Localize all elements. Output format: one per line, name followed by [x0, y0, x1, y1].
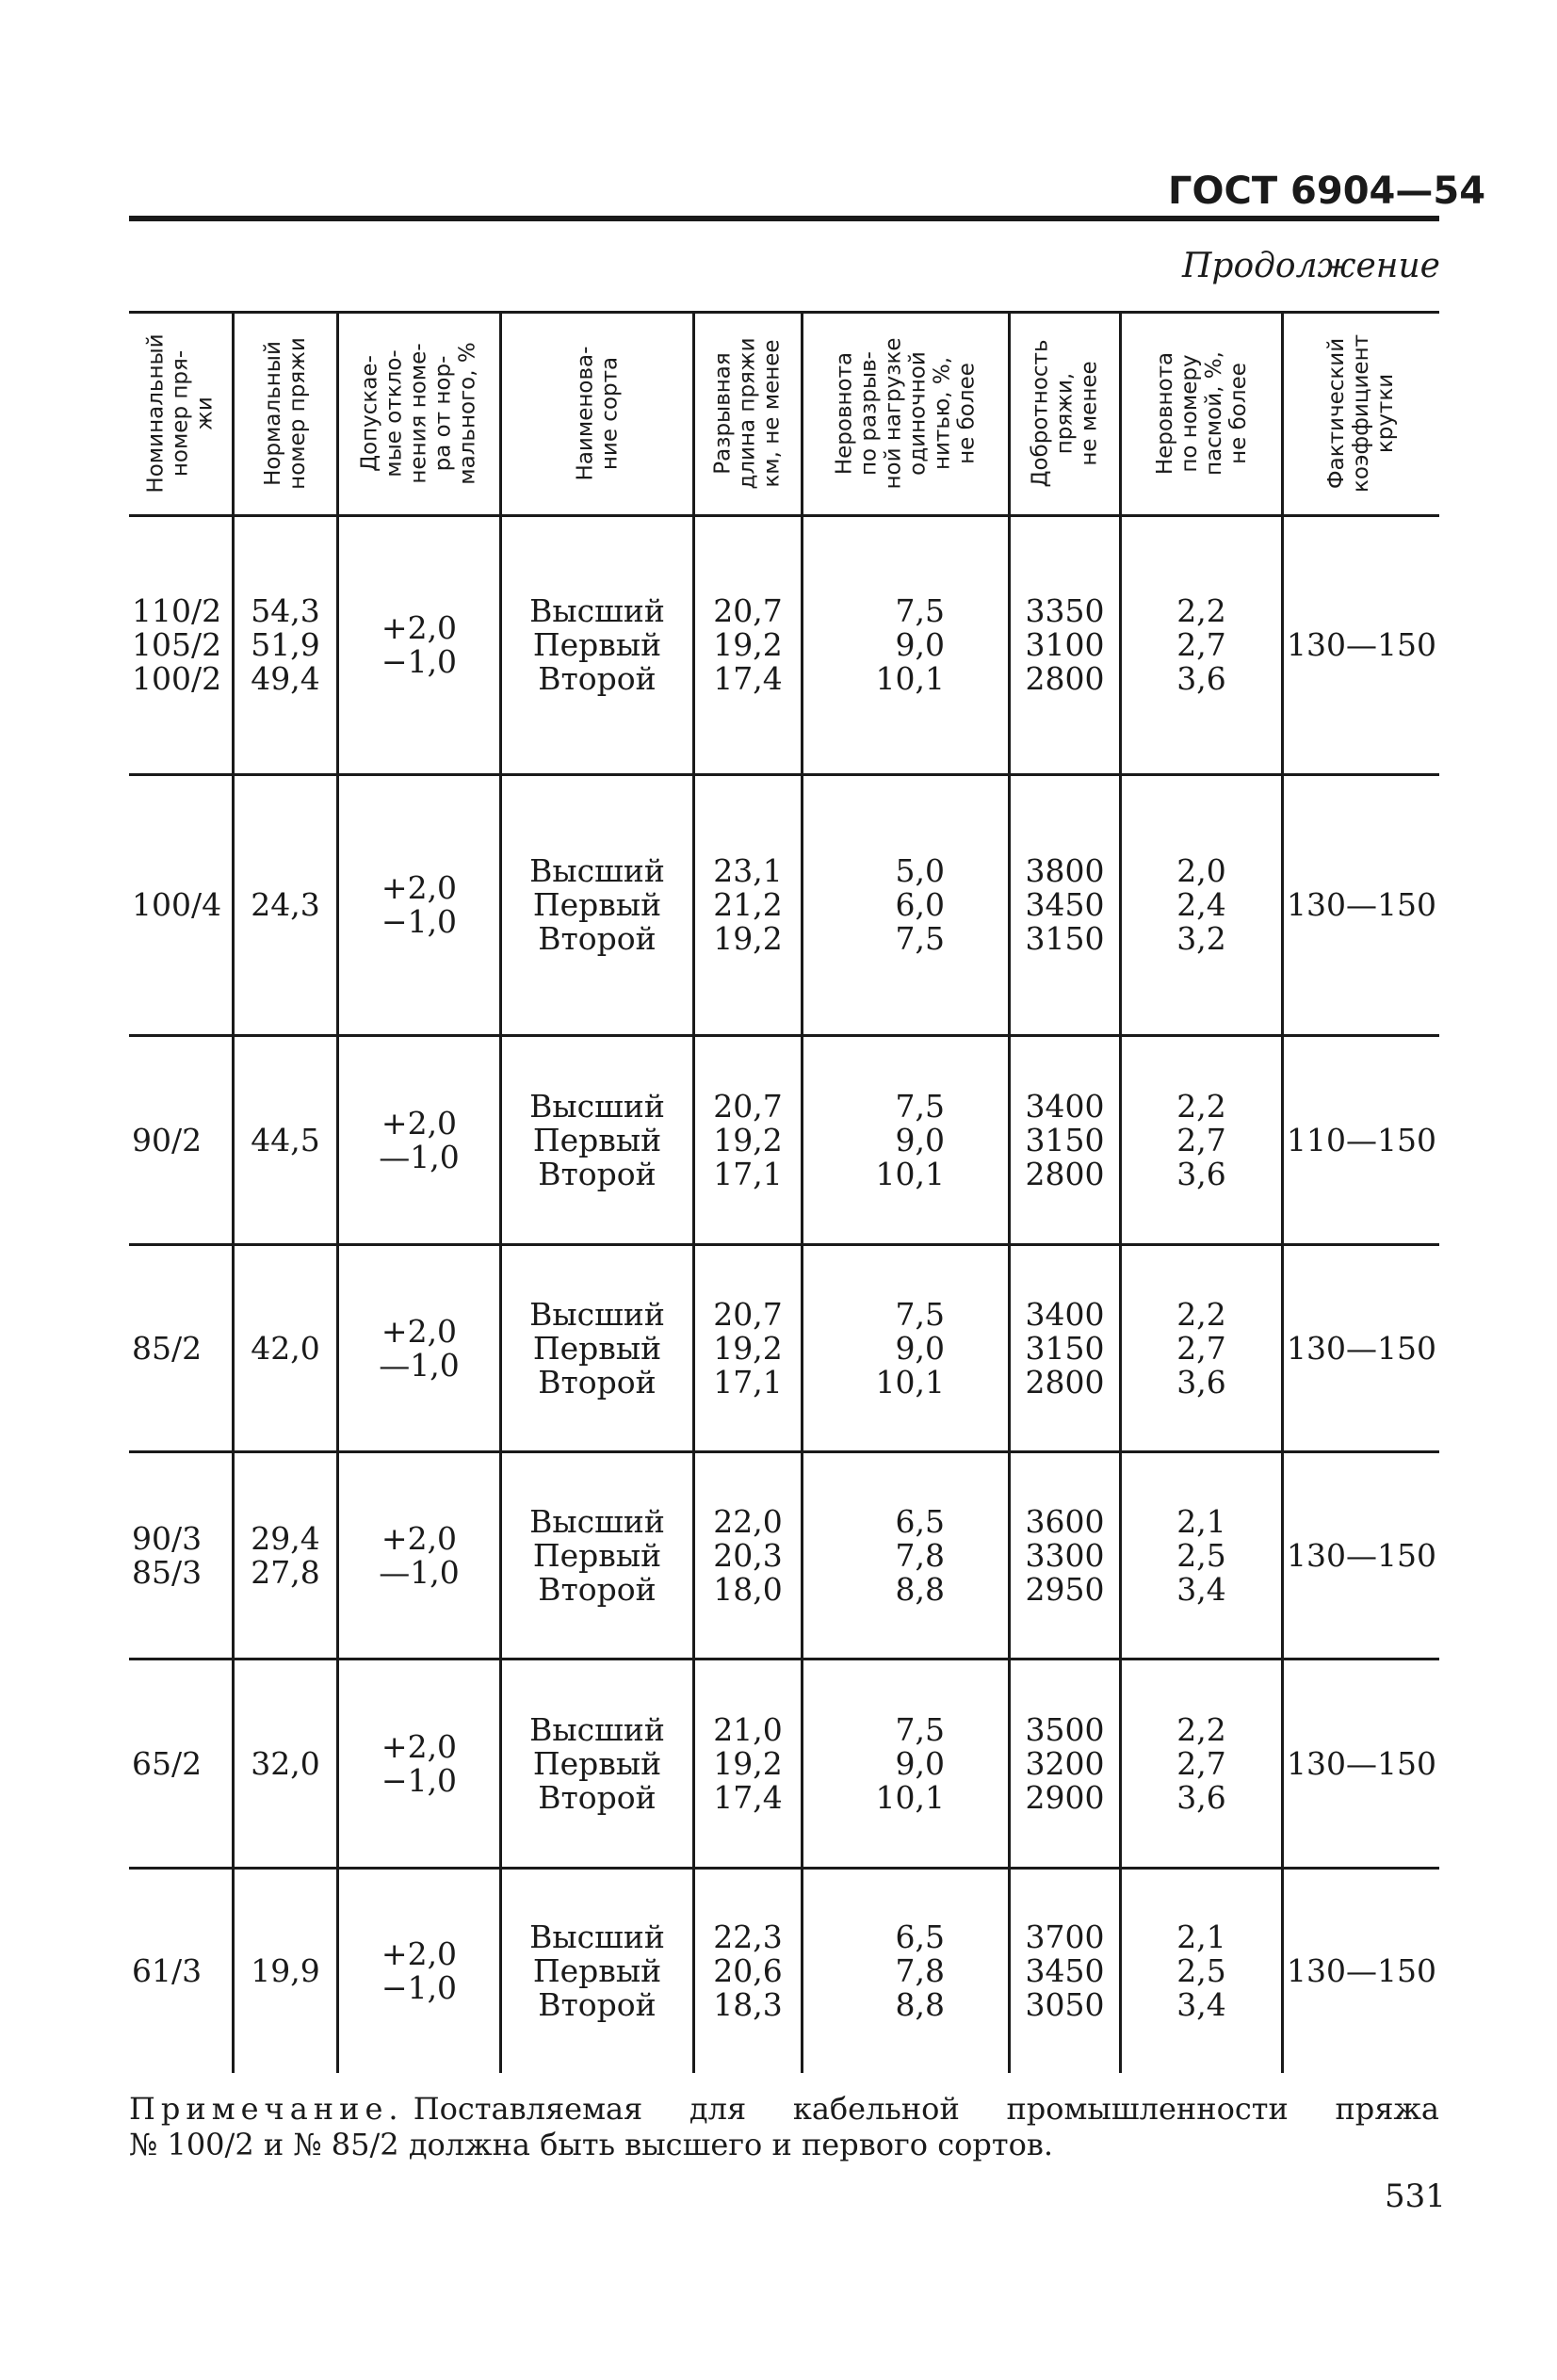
unevenness-load-cell: 7,5 9,0 10,1 [875, 1295, 945, 1400]
tolerance-cell: +2,0 −1,0 [381, 1935, 458, 2006]
twist-coefficient-cell: 130—150 [1287, 626, 1436, 663]
nominal-number-cell: 90/2 [132, 1121, 203, 1158]
normal-number-cell: 44,5 [251, 1121, 320, 1158]
twist-coefficient-cell: 130—150 [1287, 1329, 1436, 1367]
quality-cell: 3600 3300 2950 [1025, 1502, 1105, 1608]
nominal-number-cell: 65/2 [132, 1744, 203, 1782]
column-header-unevenness-load: Неровнота по разрыв- ной нагрузке одиночной нитью, %, не более [832, 337, 980, 490]
unevenness-number-cell: 2,2 2,7 3,6 [1176, 1295, 1226, 1400]
twist-coefficient-cell: 130—150 [1287, 1952, 1436, 1989]
nominal-number-cell: 61/3 [132, 1952, 203, 1989]
column-header-unevenness-number: Неровнота по номеру пасмой, %, не более [1152, 351, 1251, 476]
column-header-normal: Нормальный номер пряжи [261, 337, 311, 490]
unevenness-number-cell: 2,1 2,5 3,4 [1176, 1502, 1226, 1608]
breaking-length-cell: 20,7 19,2 17,4 [713, 592, 783, 697]
unevenness-load-cell: 6,5 7,8 8,8 [895, 1919, 945, 2023]
page-number: 531 [1385, 2178, 1446, 2215]
grade-cell: Высший Первый Второй [529, 1710, 665, 1816]
unevenness-number-cell: 2,2 2,7 3,6 [1176, 1087, 1226, 1192]
unevenness-load-cell: 7,5 9,0 10,1 [875, 1710, 945, 1816]
table-note [129, 2091, 1439, 2162]
normal-number-cell: 24,3 [251, 886, 320, 923]
grade-cell: Высший Первый Второй [529, 1919, 665, 2023]
column-header-nominal: Номинальный номер пря- жи [143, 333, 218, 494]
note-word: Поставляемая [413, 2091, 643, 2127]
note-word: кабельной [792, 2091, 960, 2127]
table-top-rule [129, 311, 1439, 314]
quality-cell: 3350 3100 2800 [1025, 592, 1105, 697]
grade-cell: Высший Первый Второй [529, 1087, 665, 1192]
grade-cell: Высший Первый Второй [529, 592, 665, 697]
nominal-number-cell: 110/2 105/2 100/2 [132, 592, 222, 697]
twist-coefficient-cell: 110—150 [1287, 1121, 1436, 1158]
normal-number-cell: 54,3 51,9 49,4 [251, 592, 320, 697]
tolerance-cell: +2,0 −1,0 [381, 869, 458, 940]
normal-number-cell: 19,9 [251, 1952, 320, 1989]
tolerance-cell: +2,0 —1,0 [379, 1312, 460, 1384]
unevenness-load-cell: 7,5 9,0 10,1 [875, 592, 945, 697]
unevenness-number-cell: 2,1 2,5 3,4 [1176, 1919, 1226, 2023]
quality-cell: 3800 3450 3150 [1025, 852, 1105, 957]
breaking-length-cell: 23,1 21,2 19,2 [713, 852, 783, 957]
quality-cell: 3500 3200 2900 [1025, 1710, 1105, 1816]
note-label: Примечание. [129, 2091, 404, 2127]
nominal-number-cell: 85/2 [132, 1329, 203, 1367]
breaking-length-cell: 22,0 20,3 18,0 [713, 1502, 783, 1608]
document-header: ГОСТ 6904—54 [1168, 170, 1486, 213]
tolerance-cell: +2,0 −1,0 [381, 609, 458, 680]
unevenness-number-cell: 2,2 2,7 3,6 [1176, 592, 1226, 697]
twist-coefficient-cell: 130—150 [1287, 886, 1436, 923]
quality-cell: 3700 3450 3050 [1025, 1919, 1105, 2023]
nominal-number-cell: 90/3 85/3 [132, 1519, 203, 1591]
twist-coefficient-cell: 130—150 [1287, 1744, 1436, 1782]
grade-cell: Высший Первый Второй [529, 1295, 665, 1400]
breaking-length-cell: 20,7 19,2 17,1 [713, 1295, 783, 1400]
breaking-length-cell: 22,3 20,6 18,3 [713, 1919, 783, 2023]
continuation-label: Продолжение [1182, 247, 1440, 285]
unevenness-number-cell: 2,0 2,4 3,2 [1176, 852, 1226, 957]
note-line: № 100/2 и № 85/2 должна быть высшего и первого сортов. [129, 2127, 1054, 2162]
tolerance-cell: +2,0 −1,0 [381, 1727, 458, 1799]
note-word: для [689, 2091, 747, 2127]
column-header-twist: Фактический коэффициент крутки [1324, 333, 1399, 494]
breaking-length-cell: 20,7 19,2 17,1 [713, 1087, 783, 1192]
note-word: промышленности [1006, 2091, 1289, 2127]
unevenness-load-cell: 6,5 7,8 8,8 [895, 1502, 945, 1608]
tolerance-cell: +2,0 —1,0 [379, 1519, 460, 1591]
tolerance-cell: +2,0 —1,0 [379, 1104, 460, 1175]
twist-coefficient-cell: 130—150 [1287, 1536, 1436, 1574]
unevenness-load-cell: 7,5 9,0 10,1 [875, 1087, 945, 1192]
grade-cell: Высший Первый Второй [529, 852, 665, 957]
column-header-breaking-length: Разрывная длина пряжи км, не менее [711, 337, 786, 490]
quality-cell: 3400 3150 2800 [1025, 1295, 1105, 1400]
column-header-grade: Наименова- ние сорта [573, 346, 622, 481]
column-header-tolerance: Допускае- мые откло- нения номе- ра от нор- мального, % [357, 342, 480, 485]
unevenness-number-cell: 2,2 2,7 3,6 [1176, 1710, 1226, 1816]
breaking-length-cell: 21,0 19,2 17,4 [713, 1710, 783, 1816]
unevenness-load-cell: 5,0 6,0 7,5 [895, 852, 945, 957]
column-header-quality: Добротность пряжи, не менее [1028, 339, 1102, 488]
normal-number-cell: 32,0 [251, 1744, 320, 1782]
nominal-number-cell: 100/4 [132, 886, 222, 923]
header-rule [129, 216, 1439, 221]
normal-number-cell: 42,0 [251, 1329, 320, 1367]
normal-number-cell: 29,4 27,8 [251, 1519, 320, 1591]
quality-cell: 3400 3150 2800 [1025, 1087, 1105, 1192]
grade-cell: Высший Первый Второй [529, 1502, 665, 1608]
note-word: пряжа [1335, 2091, 1439, 2127]
